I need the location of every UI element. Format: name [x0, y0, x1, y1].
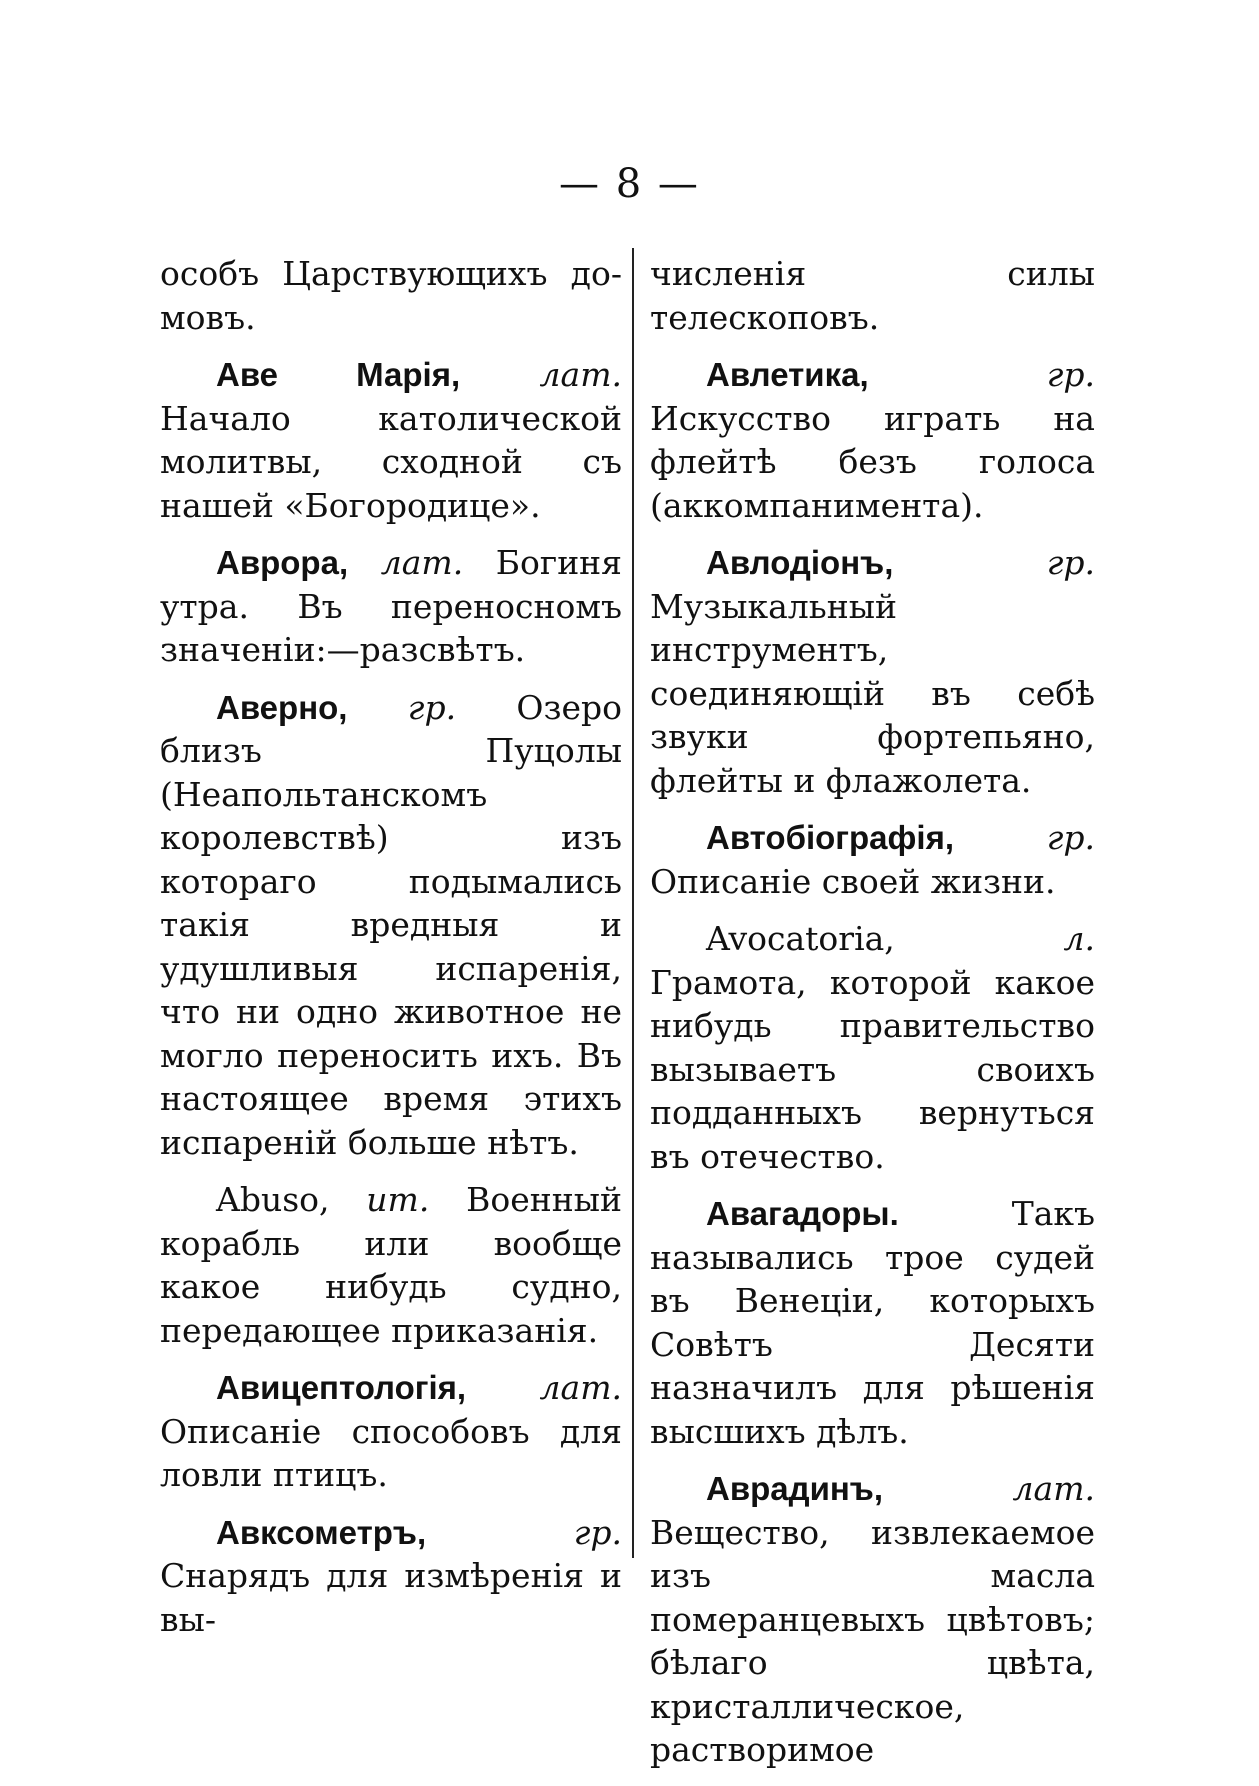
dictionary-entry — [160, 1366, 622, 1497]
dictionary-entry — [160, 1178, 622, 1352]
entry-headword: Аврора, — [216, 544, 349, 581]
dictionary-entry — [650, 1467, 1095, 1772]
left-column — [160, 252, 622, 1655]
entry-text: Богиня утра. Въ переносномъ значеніи:—разсвѣтъ. — [160, 543, 622, 669]
entry-text: Искусство играть на флейтѣ безъ голоса (аккомпанимента). — [650, 398, 1095, 525]
entry-language: лат. — [1012, 1469, 1095, 1508]
dictionary-entry — [650, 1192, 1095, 1453]
entry-text: Музыкальный инструментъ, соединяющій въ себѣ звуки фортепьяно, флейты и флажолета. — [650, 586, 1095, 800]
entry-text: Начало католической молитвы, сходной съ нашей «Богородице». — [160, 398, 622, 525]
right-column — [650, 252, 1095, 1786]
entry-language: ит. — [366, 1180, 430, 1219]
entry-language: лат. — [539, 1368, 622, 1407]
dictionary-entry — [160, 353, 622, 527]
dictionary-entry — [650, 252, 1095, 339]
dictionary-entry — [160, 1511, 622, 1642]
entry-text: Описаніе способовъ для ловли птицъ. — [160, 1411, 622, 1494]
entry-language: гр. — [573, 1512, 622, 1552]
column-divider — [632, 248, 634, 1558]
entry-headword: Авагадоры. — [706, 1195, 899, 1232]
dictionary-entry — [650, 353, 1095, 527]
entry-headword: Авицептологія, — [216, 1369, 467, 1406]
entry-text: Такъ назывались трое судей въ Венеціи, которыхъ Совѣтъ Десяти назначилъ для рѣшенія высшихъ дѣлъ. — [650, 1194, 1095, 1451]
entry-text: Снарядъ для измѣренія и вы- — [160, 1556, 622, 1639]
entry-text: численія силы телескоповъ. — [650, 254, 1095, 337]
page-number: — 8 — — [559, 161, 700, 207]
entry-language: гр. — [1046, 543, 1095, 582]
entry-text: Описаніе своей жизни. — [650, 861, 1056, 901]
entry-headword: Авлетика, — [706, 356, 869, 393]
entry-language: лат. — [539, 355, 622, 394]
entry-language: гр. — [1046, 818, 1095, 857]
entry-headword: Аве Марія, — [216, 356, 461, 393]
entry-headword: Автобіографія, — [706, 819, 954, 856]
entry-headword: Авлодіонъ, — [706, 544, 894, 581]
entry-text: особъ Царствующихъ до-мовъ. — [160, 254, 622, 337]
entry-language: гр. — [1046, 355, 1095, 394]
entry-text: Грамота, которой какое нибудь правительство вызываетъ своихъ подданныхъ вернуться въ отечество. — [650, 962, 1095, 1176]
dictionary-entry — [160, 541, 622, 672]
dictionary-entry — [650, 917, 1095, 1178]
entry-headword: Авксометръ, — [216, 1513, 427, 1551]
entry-headword: Аверно, — [216, 688, 348, 726]
entry-text: Вещество, извлекаемое изъ масла померанцевыхъ цвѣтовъ; бѣлаго цвѣта, кристаллическое, растворимое — [650, 1512, 1095, 1769]
entry-headword: Abuso, — [216, 1180, 330, 1219]
entry-headword: Avocatoria, — [706, 919, 895, 958]
dictionary-entry — [650, 816, 1095, 903]
entry-text: Озеро близъ Пуцолы (Неапольтанскомъ королевствѣ) изъ котораго подымались такія вредныя и удушливыя испаренія, что ни одно животное не могло переносить ихъ. Въ настоящее время этихъ испареній больше нѣтъ. — [160, 687, 622, 1162]
dictionary-entry — [160, 252, 622, 339]
entry-text: Военный корабль или вообще какое нибудь судно, передающее приказанія. — [160, 1180, 622, 1350]
dictionary-entry — [650, 541, 1095, 802]
dictionary-entry — [160, 686, 622, 1165]
entry-language: лат. — [380, 543, 464, 582]
entry-language: л. — [1063, 919, 1095, 958]
entry-language: гр. — [407, 687, 457, 727]
entry-headword: Аврадинъ, — [706, 1470, 884, 1507]
